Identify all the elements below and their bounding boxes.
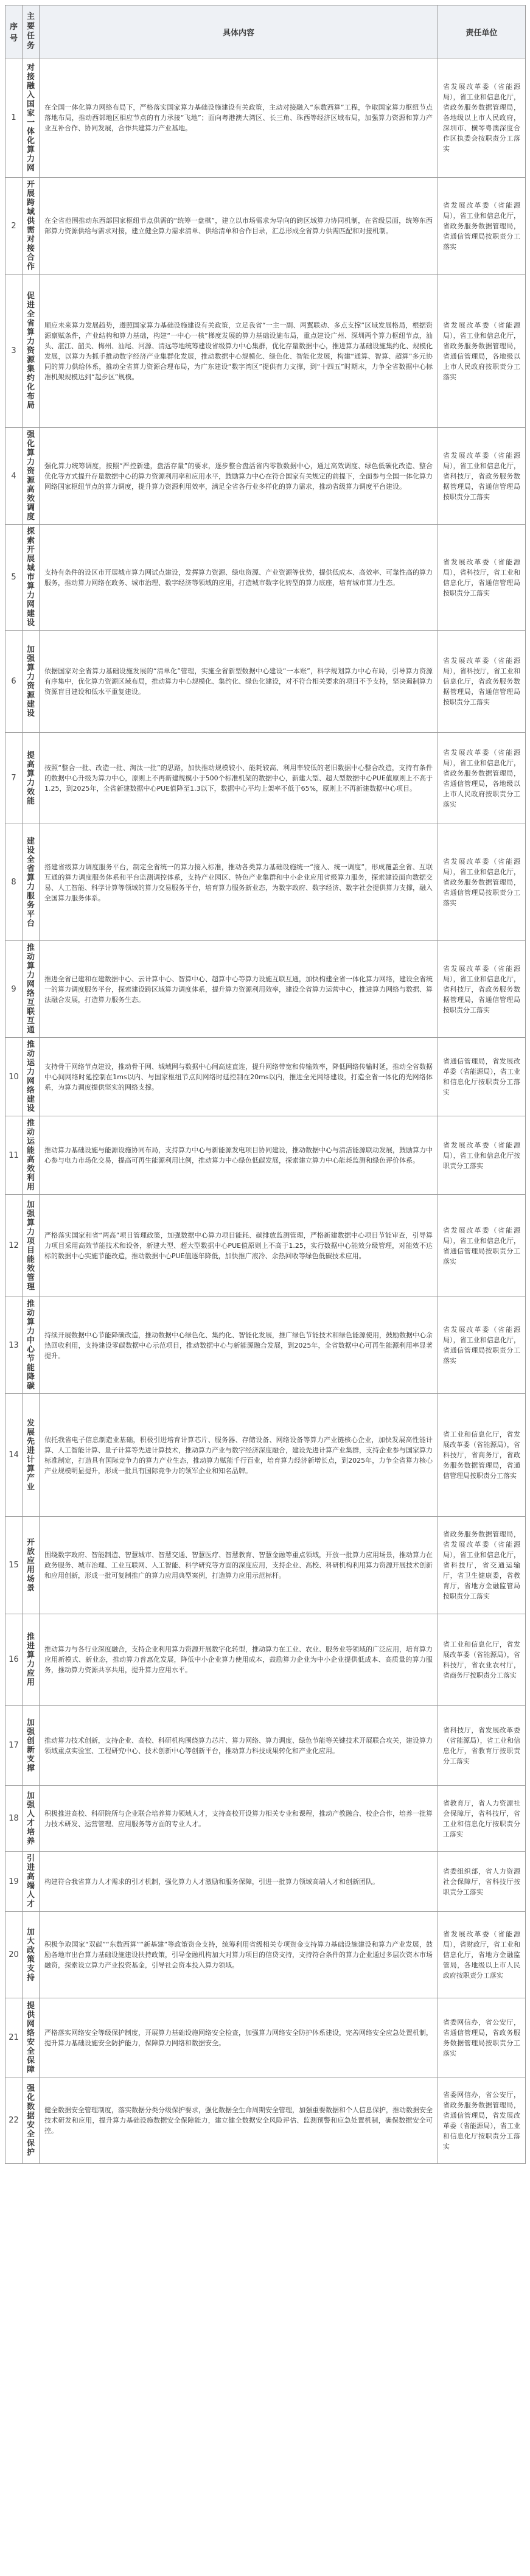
row-content: 推动算力技术创新，支持企业、高校、科研机构围绕算力芯片、算力网络、算力调度、绿色节能等关键技术开展联合攻关，建设算力领域重点实验室、工程研究中心、技术创新中心等创新平台，推动算力科技成果转化和产业化应用。 xyxy=(40,1706,438,1786)
row-number: 6 xyxy=(5,631,23,733)
table-row xyxy=(5,1517,526,1614)
row-task-cell xyxy=(23,631,40,733)
row-content: 支持骨干网络节点建设，推动骨干网、城域网与数据中心间高速直连，提升网络带宽和传输效率，降低网络传输时延，推动全省数据中心间网络时延控制在1ms以内、与国家枢纽节点间网络时延控制在20ms以内，推进全光网络建设，打造全省一体化的光网络体系，为算力调度提供坚实的网络支撑。 xyxy=(40,1038,438,1116)
row-task: 提供网络安全保障 xyxy=(26,2001,35,2074)
row-content: 持续开展数据中心节能降碳改造，推动数据中心绿色化、集约化、智能化发展，推广绿色节能技术和绿色能源使用，鼓励数据中心余热回收利用，支持建设零碳数据中心示范项目，推动数据中心与新能源融合发展，到2025年，全省数据中心可再生能源利用率显著提升。 xyxy=(40,1297,438,1394)
row-number: 20 xyxy=(5,1912,23,1998)
table-header-row xyxy=(5,5,526,58)
row-task-cell xyxy=(23,1394,40,1517)
row-task-cell xyxy=(23,1998,40,2077)
row-task: 开放应用场景 xyxy=(26,1538,35,1593)
row-number: 18 xyxy=(5,1786,23,1852)
table-row xyxy=(5,428,526,525)
row-content: 依托我省电子信息制造业基础，积极引进培育计算芯片、服务器、存储设备、网络设备等算力产业链核心企业，加快发展高性能计算、人工智能计算、量子计算等先进计算技术，推动算力产业与数字经济深度融合，建设先进计算产业集群，支持企业参与国家算力标准制定，打造具有国际竞争力的算力产业生态，推动算力赋能千行百业，培育算力经济新增长点，到2025年，力争全省算力核心产业规模明显提升，形成一批具有国际竞争力的领军企业和知名品牌。 xyxy=(40,1394,438,1517)
row-responsible-unit: 省发展改革委（省能源局），省工业和信息化厅，省通信管理局按职责分工落实 xyxy=(438,1297,526,1394)
tasks-table xyxy=(5,5,526,2164)
row-responsible-unit: 省发展改革委（省能源局），省工业和信息化厅，省政务服务数据管理局，省通信管理局按职责分工落实 xyxy=(438,178,526,275)
row-responsible-unit: 省工业和信息化厅，省发展改革委（省能源局），省科技厅，省商务厅，省政务服务数据管理局，省通信管理局按职责分工落实 xyxy=(438,1394,526,1517)
row-content: 依据国家对全省算力基础设施发展的“清单化”管理，实施全省新型数据中心建设“一本账”，科学规划算力中心布局，引导算力资源有序集中，优化算力资源区域布局，推动算力中心规模化、集约化、绿色化建设，对不符合相关要求的项目不予支持，坚决遏制算力资源盲目建设和低水平重复建设。 xyxy=(40,631,438,733)
row-number: 3 xyxy=(5,275,23,428)
row-content: 推动算力与各行业深度融合，支持企业利用算力资源开展数字化转型，推动算力在工业、农业、服务业等领域的广泛应用，培育算力应用新模式、新业态，推动算力普惠化发展，降低中小企业算力使用成本，鼓励算力企业为中小企业提供低成本、高质量的算力服务，推动算力资源共享共用，提升算力应用水平。 xyxy=(40,1614,438,1706)
row-content: 积极推进高校、科研院所与企业联合培养算力领域人才，支持高校开设算力相关专业和课程，推动产教融合、校企合作，培养一批算力技术研发、运营管理、应用服务等方面的专业人才。 xyxy=(40,1786,438,1852)
row-task-cell xyxy=(23,1614,40,1706)
row-task: 提高算力效能 xyxy=(26,751,35,806)
row-responsible-unit: 省委网信办，省公安厅，省政务服务数据管理局，省通信管理局，省发展改革委（省能源局），省工业和信息化厅按职责分工落实 xyxy=(438,2077,526,2164)
row-task-cell xyxy=(23,525,40,631)
row-task-cell xyxy=(23,1517,40,1614)
table-row xyxy=(5,178,526,275)
row-responsible-unit: 省政务服务数据管理局，省发展改革委（省能源局），省工业和信息化厅，省科技厅，省交通运输厅，省卫生健康委，省教育厅，省地方金融监管局按职责分工落实 xyxy=(438,1517,526,1614)
row-responsible-unit: 省发展改革委（省能源局），省工业和信息化厅按职责分工落实 xyxy=(438,1116,526,1195)
table-row xyxy=(5,1998,526,2077)
table-row xyxy=(5,1394,526,1517)
row-number: 5 xyxy=(5,525,23,631)
row-number: 11 xyxy=(5,1116,23,1195)
row-responsible-unit: 省工业和信息化厅，省发展改革委（省能源局），省科技厅，省农业农村厅，省商务厅按职责分工落实 xyxy=(438,1614,526,1706)
row-task-cell xyxy=(23,1786,40,1852)
row-task: 对接融入国家一体化算力网 xyxy=(26,63,35,173)
row-content: 搭建省级算力调度服务平台，制定全省统一的算力接入标准，推动各类算力基础设施统一“接入、统一调度”，形成覆盖全省、互联互通的算力调度服务体系和平台监测调控体系，支持产业园区、特色产业集群和中小企业应用省级算力服务，探索建设面向数据交易、人工智能、科学计算等领域的算力交易服务平台，培育算力服务新业态，为数字政府、数字经济、数字社会提供算力支撑，融入全国算力服务体系。 xyxy=(40,824,438,941)
row-number: 17 xyxy=(5,1706,23,1786)
table-row xyxy=(5,1912,526,1998)
table-row xyxy=(5,733,526,824)
row-content: 推进全省已建和在建数据中心、云计算中心、智算中心、超算中心等算力设施互联互通，加快构建全省一体化算力网络，建设全省统一的算力调度服务平台，探索建设跨区域算力调度体系，提升算力资源利用效率，建设全省算力运营中心，推进算力网络与数据、算法融合发展，打造算力服务生态。 xyxy=(40,941,438,1038)
row-task: 建设全省算力服务平台 xyxy=(26,836,35,928)
row-task: 推动运力网络建设 xyxy=(26,1040,35,1113)
row-task: 强化算力资源高效调度 xyxy=(26,430,35,522)
row-task-cell xyxy=(23,178,40,275)
table-row xyxy=(5,1116,526,1195)
row-task: 发展先进计算产业 xyxy=(26,1418,35,1492)
row-responsible-unit: 省发展改革委（省能源局），省工业和信息化厅，省通信管理局按职责分工落实 xyxy=(438,1195,526,1297)
row-number: 8 xyxy=(5,824,23,941)
row-task-cell xyxy=(23,824,40,941)
table-row xyxy=(5,1038,526,1116)
row-content: 推动算力基础设施与能源设施协同布局，支持算力中心与新能源发电项目协同建设，推动数据中心与清洁能源联动发展，鼓励算力中心参与电力市场化交易，提高可再生能源利用比例，推动算力中心绿色低碳发展，探索建立算力中心能耗监测和绿色评价体系。 xyxy=(40,1116,438,1195)
row-task: 探索开展城市算力网建设 xyxy=(26,527,35,628)
row-content: 支持有条件的设区市开展城市算力网试点建设，发挥算力资源、绿电资源、产业资源等优势，提供低成本、高效率、可靠性高的算力服务，推动算力网络在政务、城市治理、数字经济等领域的应用，打造城市数字化转型的算力底座，培育城市算力生态。 xyxy=(40,525,438,631)
row-task-cell xyxy=(23,1297,40,1394)
row-task: 加强人才培养 xyxy=(26,1791,35,1846)
row-content: 顺应未来算力发展趋势，遵照国家算力基础设施建设有关政策，立足我省“一主一副、两翼联动、多点支撑”区域发展格局，根据资源禀赋条件，产业结构和算力基础，构建“一中心一核”梯度发展的算力基础设施布局，重点建设广州、深圳两个算力枢纽节点，汕头、湛江、韶关、梅州、汕尾、河源、清远等地统筹建设省级算力中心集群，优化存量数据中心，推进算力基础设施集约化、规模化发展，以算力为抓手推动数字经济产业集群化发展，推动数据中心规模化、绿色化、智能化发展，构建“通算、智算、超算”多元协同的算力供给体系，推动全省算力资源合理布局，为广东建设“数字湾区”提供有力支撑，到“十四五”时期末，力争全省数据中心标准机架规模达到“起步区”规模。 xyxy=(40,275,438,428)
row-content: 围绕数字政府、智能制造、智慧城市、智慧交通、智慧医疗、智慧教育、智慧金融等重点领域，开放一批算力应用场景，推动算力在政务服务、城市治理、工业互联网、人工智能、科学研究等方面的深度应用，支持企业、高校、科研机构利用算力资源开展技术创新和应用创新，形成一批可复制推广的算力应用典型案例，打造算力应用示范标杆。 xyxy=(40,1517,438,1614)
tasks-table-container xyxy=(5,5,525,2164)
table-row xyxy=(5,1195,526,1297)
row-task-cell xyxy=(23,1912,40,1998)
table-row xyxy=(5,275,526,428)
row-task-cell xyxy=(23,275,40,428)
row-responsible-unit: 省发展改革委（省能源局），省工业和信息化厅，省政务服务数据管理局，省通信管理局，各地级以上市人民政府按职责分工落实 xyxy=(438,733,526,824)
row-task: 加强算力项目能效管理 xyxy=(26,1200,35,1292)
header-task xyxy=(23,5,40,58)
row-content: 严格落实网络安全等级保护制度，开展算力基础设施网络安全检查，加强算力网络安全防护体系建设，完善网络安全应急处置机制，提升算力基础设施安全防护能力，保障算力网络和数据安全。 xyxy=(40,1998,438,2077)
row-task: 推动运能高效利用 xyxy=(26,1119,35,1192)
row-task: 推动算力中心节能降碳 xyxy=(26,1300,35,1391)
table-row xyxy=(5,1852,526,1912)
row-content: 按照“整合一批、改造一批、淘汰一批”的思路，加快推动规模较小、能耗较高、利用率较低的老旧数据中心整合改造，支持有条件的数据中心升级为算力中心，原则上不再新建规模小于500个标准机架的数据中心，新建大型、超大型数据中心PUE值原则上不高于1.25，到2025年，全省新建数据中心PUE值降至1.3以下，数据中心平均上架率不低于65%，原则上不再新建数据中心项目。 xyxy=(40,733,438,824)
row-task-cell xyxy=(23,428,40,525)
row-responsible-unit: 省发展改革委（省能源局），省工业和信息化厅，省科技厅，省政务服务数据管理局，省通信管理局按职责分工落实 xyxy=(438,941,526,1038)
row-number: 2 xyxy=(5,178,23,275)
row-number: 4 xyxy=(5,428,23,525)
row-responsible-unit: 省发展改革委（省能源局），省财政厅，省工业和信息化厅，省地方金融监管局，各地级以上市人民政府按职责分工落实 xyxy=(438,1912,526,1998)
header-task-text: 主要任务 xyxy=(26,12,35,51)
row-task-cell xyxy=(23,1038,40,1116)
table-row xyxy=(5,1614,526,1706)
row-task: 促进全省算力资源集约化布局 xyxy=(26,292,35,410)
row-task: 引进高端人才 xyxy=(26,1854,35,1909)
table-row xyxy=(5,1786,526,1852)
row-responsible-unit: 省发展改革委（省能源局），省工业和信息化厅，省政务服务数据管理局，各地级以上市人民政府，深圳市、横琴粤澳深度合作区执委会按职责分工落实 xyxy=(438,58,526,178)
row-number: 22 xyxy=(5,2077,23,2164)
row-responsible-unit: 省教育厅，省人力资源社会保障厅，省科技厅，省工业和信息化厅按职责分工落实 xyxy=(438,1786,526,1852)
header-unit: 责任单位 xyxy=(438,5,526,58)
table-body xyxy=(5,58,526,2164)
row-content: 在全省范围推动东西部国家枢纽节点供需的“统筹一盘棋”，建立以市场需求为导向的跨区域算力协同机制，在省级层面，统筹东西部算力资源供给与需求对接，建立健全算力需求清单、供给清单和合作目录，汇总形成全省算力供需匹配和对接机制。 xyxy=(40,178,438,275)
row-content: 构建符合我省算力人才需求的引才机制，强化算力人才激励和服务保障，引进一批算力领域高端人才和创新团队。 xyxy=(40,1852,438,1912)
row-number: 1 xyxy=(5,58,23,178)
row-number: 16 xyxy=(5,1614,23,1706)
table-row xyxy=(5,2077,526,2164)
row-number: 21 xyxy=(5,1998,23,2077)
table-row xyxy=(5,941,526,1038)
table-row xyxy=(5,631,526,733)
row-number: 13 xyxy=(5,1297,23,1394)
row-responsible-unit: 省委网信办，省公安厅，省通信管理局，省政务服务数据管理局按职责分工落实 xyxy=(438,1998,526,2077)
row-task-cell xyxy=(23,2077,40,2164)
table-row xyxy=(5,1706,526,1786)
row-task: 加强算力资源建设 xyxy=(26,645,35,718)
row-responsible-unit: 省通信管理局，省发展改革委（省能源局），省工业和信息化厅按职责分工落实 xyxy=(438,1038,526,1116)
row-task: 加大政策支持 xyxy=(26,1927,35,1983)
table-row xyxy=(5,525,526,631)
table-row xyxy=(5,58,526,178)
row-responsible-unit: 省发展改革委（省能源局），省科技厅，省工业和信息化厅，省通信管理局按职责分工落实 xyxy=(438,525,526,631)
row-task: 推动算力网络互联互通 xyxy=(26,943,35,1035)
row-task-cell xyxy=(23,1706,40,1786)
row-task: 推进算力应用 xyxy=(26,1632,35,1687)
row-task: 开展跨域供需对接合作 xyxy=(26,180,35,271)
header-no: 序号 xyxy=(5,5,23,58)
row-content: 在全国一体化算力网络布局下，严格落实国家算力基础设施建设有关政策，主动对接融入“东数西算”工程，争取国家算力枢纽节点落地布局，推动西部地区相应节点的有力承接“飞地”；面向粤港澳大湾区、长三角、珠西等经济区域布局，加强算力资源和算力产业互补合作、协同发展，合作共建算力产业基地。 xyxy=(40,58,438,178)
table-row xyxy=(5,824,526,941)
row-task-cell xyxy=(23,941,40,1038)
row-responsible-unit: 省发展改革委（省能源局），省工业和信息化厅，省政务服务数据管理局，省通信管理局，各地级以上市人民政府按职责分工落实 xyxy=(438,275,526,428)
row-responsible-unit: 省科技厅，省发展改革委（省能源局），省工业和信息化厅，省教育厅按职责分工落实 xyxy=(438,1706,526,1786)
row-task: 强化数据安全保护 xyxy=(26,2084,35,2157)
row-task: 加强创新支撑 xyxy=(26,1718,35,1773)
row-content: 健全数据安全管理制度，落实数据分类分级保护要求，强化数据全生命周期安全管理，加强重要数据和个人信息保护，推动数据安全技术研发和应用，提升算力基础设施数据安全保障能力，建立健全数据安全风险评估、监测预警和应急处置机制，确保数据安全可控。 xyxy=(40,2077,438,2164)
row-responsible-unit: 省发展改革委（省能源局），省科技厅，省工业和信息化厅，省政务服务数据管理局，省通信管理局按职责分工落实 xyxy=(438,631,526,733)
row-number: 14 xyxy=(5,1394,23,1517)
row-number: 9 xyxy=(5,941,23,1038)
row-content: 强化算力统筹调度，按照“严控新建，盘活存量”的要求，逐步整合盘活省内零散数据中心，通过高效调度、绿色低碳化改造、整合优化等方式提升存量数据中心的算力资源利用率和应用水平，鼓励算力中心在符合国家有关规定的前提下，全面参与全国一体化算力网络国家枢纽节点的算力调度，提升算力资源利用效率，满足全省各行业多样化的算力需求，推动省级算力调度平台建设。 xyxy=(40,428,438,525)
row-content: 积极争取国家“双碳”“东数西算”“新基建”等政策资金支持，统筹利用省级相关专项资金支持算力基础设施建设和算力产业发展，鼓励各地市出台算力基础设施建设扶持政策，引导金融机构加大对算力项目的信贷支持，支持符合条件的算力企业通过多层次资本市场融资，探索设立算力产业投资基金，引导社会资本投入算力领域。 xyxy=(40,1912,438,1998)
row-number: 15 xyxy=(5,1517,23,1614)
row-responsible-unit: 省发展改革委（省能源局），省工业和信息化厅，省科技厅，省政务服务数据管理局，省通信管理局按职责分工落实 xyxy=(438,428,526,525)
row-number: 10 xyxy=(5,1038,23,1116)
table-row xyxy=(5,1297,526,1394)
row-number: 12 xyxy=(5,1195,23,1297)
row-responsible-unit: 省发展改革委（省能源局），省工业和信息化厅，省政务服务数据管理局，省通信管理局按职责分工落实 xyxy=(438,824,526,941)
row-responsible-unit: 省委组织部，省人力资源社会保障厅，省科技厅按职责分工落实 xyxy=(438,1852,526,1912)
row-task-cell xyxy=(23,58,40,178)
row-task-cell xyxy=(23,1195,40,1297)
row-content: 严格落实国家和省“两高”项目管理政策，加强数据中心算力项目能耗、碳排放监测管理，严格新建数据中心项目节能审查，引导算力项目采用高效节能技术和设备，新建大型、超大型数据中心PUE值原则上不高于1.25，实行数据中心能效分级管理，对能效不达标的数据中心实施节能改造，推动数据中心PUE值逐年降低，加快推广液冷、余热回收等绿色低碳技术应用。 xyxy=(40,1195,438,1297)
row-task-cell xyxy=(23,1116,40,1195)
row-task-cell xyxy=(23,1852,40,1912)
row-number: 7 xyxy=(5,733,23,824)
row-number: 19 xyxy=(5,1852,23,1912)
header-content: 具体内容 xyxy=(40,5,438,58)
row-task-cell xyxy=(23,733,40,824)
